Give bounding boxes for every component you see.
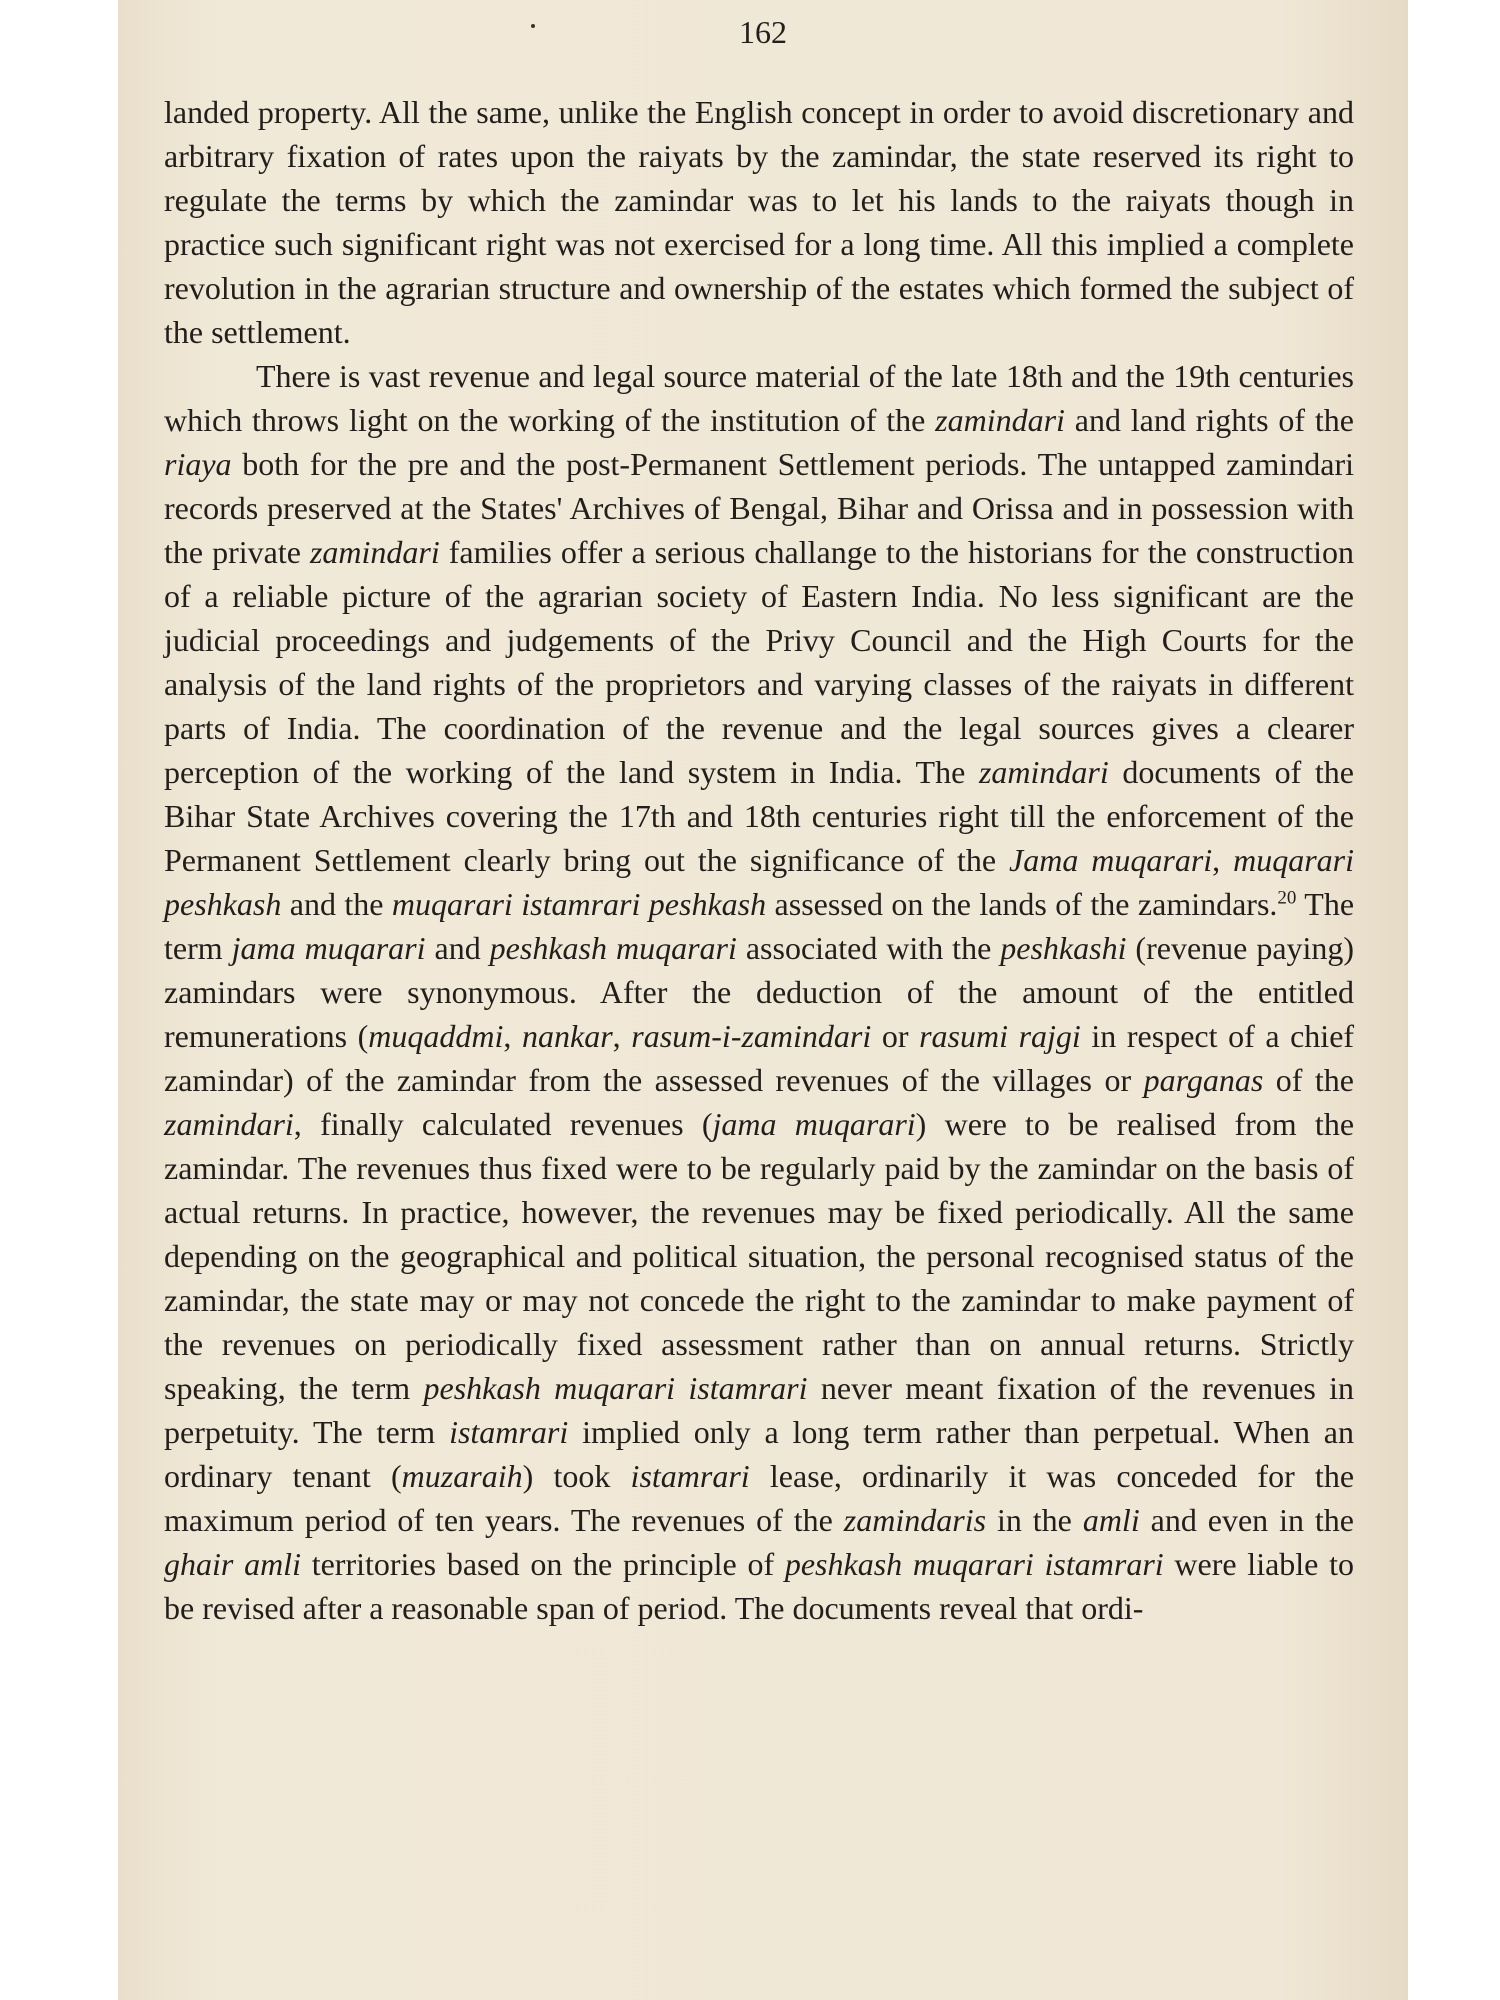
book-page <box>118 0 1408 2000</box>
text-run: families offer a serious challange to the historians for the construction of a reliable picture of the agrarian society of Eastern India. No less significant are the judicial proceedings and judgements of the Privy Council and the High Courts for the analysis of the land rights of the proprietors and varying classes of the raiyats in different parts of India. The coordination of the revenue and the legal sources gives a clearer perception of the working of the land system in India. The <box>164 534 1355 790</box>
text-run: territories based on the principle of <box>300 1546 785 1582</box>
italic-term: rasum-i-zamindari <box>631 1018 872 1054</box>
italic-term: parganas <box>1143 1062 1264 1098</box>
italic-term: ghair amli <box>164 1546 301 1582</box>
text-run: or <box>871 1018 920 1054</box>
text-run: and land rights of the <box>1064 402 1355 438</box>
text-run: in respect of a chief zamindar) of the zamindar from the assessed revenues of the villages or <box>164 1018 1355 1098</box>
italic-term: muzaraih <box>401 1458 523 1494</box>
footnote-marker: 20 <box>1277 887 1297 909</box>
italic-term: peshkash muqarari <box>489 930 737 966</box>
italic-term: zamindaris <box>843 1502 987 1538</box>
text-run: assessed on the lands of the zamindars. <box>766 886 1278 922</box>
text-run: , <box>1212 842 1234 878</box>
italic-term: muqarari peshkash <box>164 842 1355 922</box>
italic-term: istamrari <box>630 1458 750 1494</box>
text-run: of the <box>1263 1062 1355 1098</box>
text-run: implied only a long term rather than perpetual. When an ordinary tenant ( <box>164 1414 1355 1494</box>
text-run: were liable to be revised after a reasonable span of period. The documents reveal that ordi- <box>164 1546 1355 1626</box>
text-run: The term <box>164 886 1355 966</box>
text-run: , finally calculated revenues ( <box>293 1106 713 1142</box>
italic-term: muqarari istamrari peshkash <box>391 886 767 922</box>
text-run: (revenue paying) zamindars were synonymous. After the deduction of the amount of the entitled remunerations ( <box>164 930 1355 1054</box>
paragraph-1: landed property. All the same, unlike the English concept in order to avoid discretionary and arbitrary fixation of rates upon the raiyats by the zamindar, the state reserved its right to regulate the terms by which the zamindar was to let his lands to the raiyats though in practice such significant right was not exercised for a long time. All this implied a complete revolution in the agrarian structure and ownership of the estates which formed the subject of the settlement. <box>164 94 1354 350</box>
text-run: ) were to be realised from the zamindar. The revenues thus fixed were to be regularly paid by the zamindar on the basis of actual returns. In practice, however, the revenues may be fixed periodically. All the same depending on the geographical and political situation, the personal recognised status of the zamindar, the state may or may not concede the right to the zamindar to make payment of the revenues on periodically fixed assessment rather than on annual returns. Strictly speaking, the term <box>164 1106 1355 1406</box>
page-number: 162 <box>739 14 787 50</box>
italic-term: rasumi rajgi <box>919 1018 1081 1054</box>
text-run: never meant fixation of the revenues in perpetuity. The term <box>164 1370 1355 1450</box>
italic-term: jama muqarari <box>712 1106 916 1142</box>
text-run: associated with the <box>736 930 1001 966</box>
text-run: both for the pre and the post-Permanent Settlement periods. The untapped zamindari records preserved at the States' Archives of Bengal, Bihar and Orissa and in possession with the private <box>164 446 1354 570</box>
text-run: and the <box>281 886 392 922</box>
text-run: ) took <box>522 1458 631 1494</box>
text-run: and <box>425 930 490 966</box>
text-run: , <box>612 1018 632 1054</box>
italic-term: nankar <box>522 1018 613 1054</box>
text-run: , <box>503 1018 522 1054</box>
italic-term: istamrari <box>449 1414 569 1450</box>
text-run: documents of the Bihar State Archives covering the 17th and 18th centuries right till the enforcement of the Permanent Settlement clearly bring out the significance of the <box>164 754 1355 878</box>
italic-term: zamindari <box>164 1106 294 1142</box>
italic-term: zamindari <box>309 534 440 570</box>
italic-term: peshkash muqarari istamrari <box>784 1546 1164 1582</box>
text-run: There is vast revenue and legal source material of the late 18th and the 19th centuries which throws light on the working of the institution of the <box>164 358 1354 438</box>
italic-term: peshkash muqarari istamrari <box>423 1370 808 1406</box>
body-text <box>164 90 1354 1630</box>
text-run: in the <box>986 1502 1083 1538</box>
italic-term: muqaddmi <box>368 1018 504 1054</box>
italic-term: Jama muqarari <box>1009 842 1213 878</box>
text-run: lease, ordinarily it was conceded for the maximum period of ten years. The revenues of the <box>164 1458 1355 1538</box>
italic-term: zamindari <box>978 754 1109 790</box>
italic-term: peshkashi <box>1000 930 1127 966</box>
paragraph-2 <box>164 354 1354 1630</box>
italic-term: amli <box>1082 1502 1140 1538</box>
italic-term: zamindari <box>935 402 1065 438</box>
text-run: and even in the <box>1139 1502 1355 1538</box>
italic-term: jama muqarari <box>231 930 426 966</box>
italic-term: riaya <box>164 446 232 482</box>
